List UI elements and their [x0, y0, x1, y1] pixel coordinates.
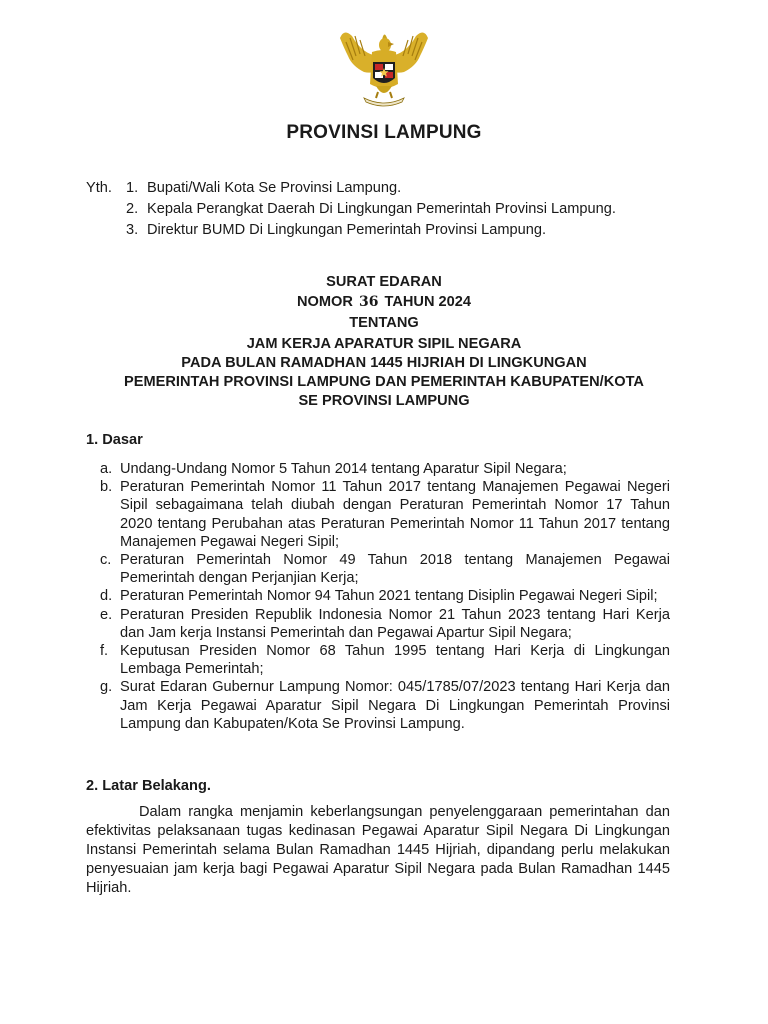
dasar-list — [100, 460, 670, 733]
section-dasar-title: 1. Dasar — [86, 432, 143, 448]
subject-line: PADA BULAN RAMADHAN 1445 HIJRIAH DI LINGKUNGAN — [181, 355, 587, 371]
section-latar-belakang-title: 2. Latar Belakang. — [86, 778, 211, 794]
latar-belakang-paragraph: Dalam rangka menjamin keberlangsungan penyelenggaraan pemerintahan dan efektivitas pelaksanaan tugas kedinasan Pegawai Aparatur Sipil Negara Di Lingkungan Instansi Pemerintah selama Bulan Ramadhan 1445 Hijriah, dipandang perlu melakukan penyesuaian jam kerja bagi Pegawai Aparatur Sipil Negara pada Bulan Ramadhan 1445 Hijriah. — [86, 804, 670, 896]
subject-line: SE PROVINSI LAMPUNG — [298, 393, 470, 409]
list-item: c. Peraturan Pemerintah Nomor 49 Tahun 2018 tentang Manajemen Pegawai Pemerintah dengan Perjanjian Kerja; — [100, 552, 670, 587]
subject-line: JAM KERJA APARATUR SIPIL NEGARA — [246, 336, 522, 352]
list-item: a. Undang-Undang Nomor 5 Tahun 2014 tentang Aparatur Sipil Negara; — [100, 461, 567, 477]
province-title: PROVINSI LAMPUNG — [286, 122, 482, 143]
addressee-item: 2. Kepala Perangkat Daerah Di Lingkungan Pemerintah Provinsi Lampung. — [126, 201, 616, 217]
list-item: f. Keputusan Presiden Nomor 68 Tahun 1995 tentang Hari Kerja di Lingkungan Lembaga Pemerintah; — [100, 643, 670, 678]
addressee-item: 3. Direktur BUMD Di Lingkungan Pemerintah Provinsi Lampung. — [126, 222, 547, 238]
list-item: d. Peraturan Pemerintah Nomor 94 Tahun 2021 tentang Disiplin Pegawai Negeri Sipil; — [100, 588, 658, 605]
list-item: g. Surat Edaran Gubernur Lampung Nomor: 045/1785/07/2023 tentang Hari Kerja dan Jam Kerja Pegawai Aparatur Sipil Negara Di Lingkungan Pemerintah Provinsi Lampung dan Kabupaten/Kota Se Provinsi Lampung. — [100, 679, 670, 732]
tentang-heading: TENTANG — [349, 315, 419, 331]
subject-line: PEMERINTAH PROVINSI LAMPUNG DAN PEMERINTAH KABUPATEN/KOTA — [124, 374, 644, 390]
letter-number: 36 — [358, 294, 379, 310]
letter-type-heading: SURAT EDARAN — [326, 274, 442, 290]
addressee-item: 1. Bupati/Wali Kota Se Provinsi Lampung. — [126, 180, 402, 196]
list-item: e. Peraturan Presiden Republik Indonesia Nomor 21 Tahun 2023 tentang Hari Kerja dan Jam kerja Instansi Pemerintah dan Pegawai Apartur Sipil Negara; — [100, 606, 670, 641]
yth-label: Yth. — [86, 180, 112, 196]
letter-number-heading: NOMOR 36 TAHUN 2024 — [296, 294, 472, 310]
list-item: b. Peraturan Pemerintah Nomor 11 Tahun 2017 tentang Manajemen Pegawai Negeri Sipil sebagaimana telah diubah dengan Peraturan Pemerintah Nomor 17 Tahun 2020 tentang Perubahan atas Peraturan Pemerintah Nomor 11 Tahun 2017 tentang Manajemen Pegawai Negeri Sipil; — [100, 479, 670, 550]
garuda-emblem-icon — [338, 26, 430, 110]
